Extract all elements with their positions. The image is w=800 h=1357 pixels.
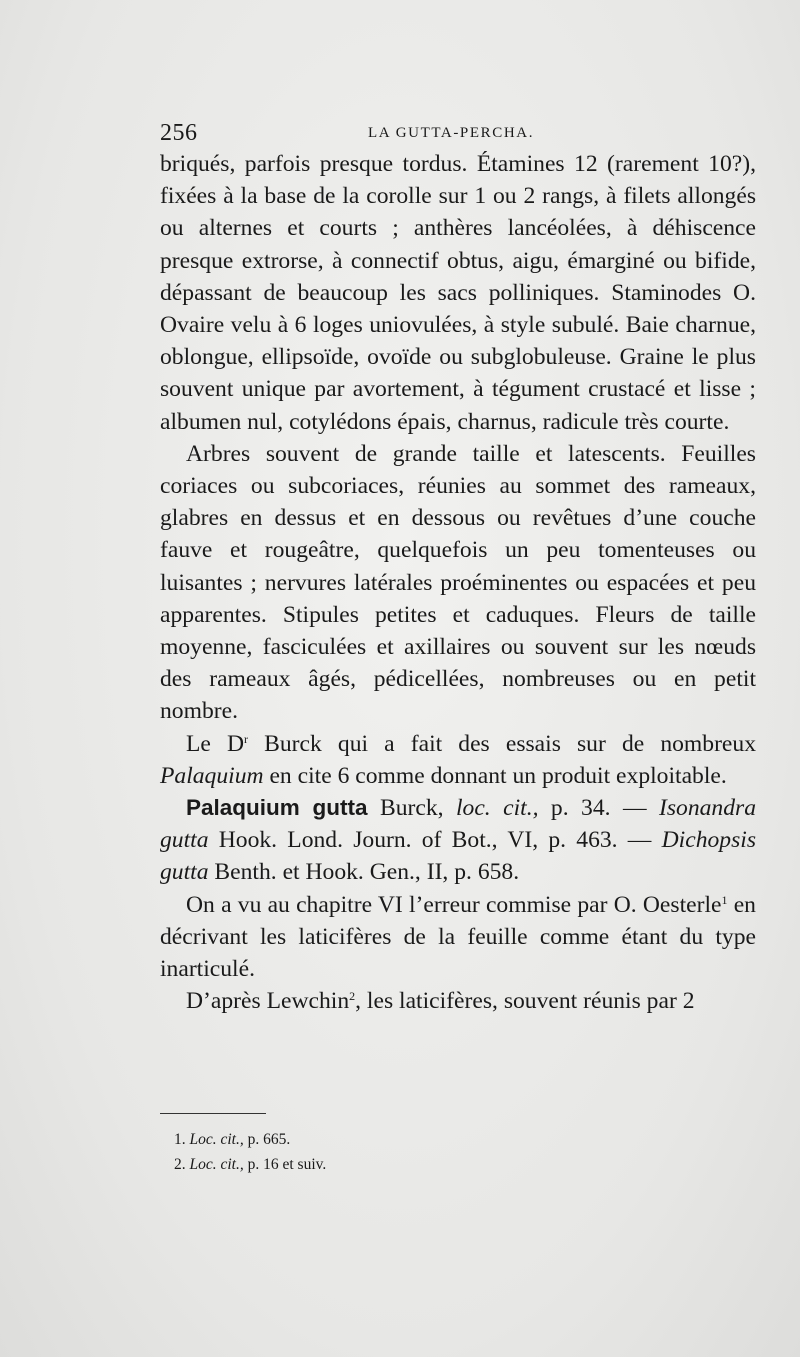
footnote-rule	[160, 1113, 266, 1114]
footnote-italic: Loc. cit.,	[189, 1156, 244, 1173]
text-segment: Burck qui a fait des essais sur de nombreux	[248, 730, 756, 757]
text-segment: Le D	[186, 730, 245, 757]
text-segment: p. 34. —	[538, 795, 659, 822]
paragraph-trees: Arbres souvent de grande taille et latescents. Feuilles coriaces ou subcoriaces, réunies au sommet des rameaux, glabres en dessus et en dessous ou revêtues d’une couche fauve et rougeâtre, quelquefois un peu tomenteuses ou luisantes ; nervures latérales proéminentes ou espacées et peu apparentes. Stipules petites et caduques. Fleurs de taille moyenne, fasciculées et axillaires ou souvent sur les nœuds des rameaux âgés, pédicellées, nombreuses ou en petit nombre.	[160, 440, 756, 725]
body-text	[160, 148, 756, 1017]
italic-synonym: Isonandra gutta	[160, 795, 757, 854]
footnote-text: p. 665.	[243, 1131, 291, 1148]
paragraph-burck	[160, 728, 756, 792]
italic-citation: loc. cit.,	[455, 795, 539, 822]
page-header	[160, 118, 756, 148]
footnote-italic: Loc. cit.,	[189, 1131, 244, 1148]
species-heading: Palaquium gutta	[186, 795, 368, 821]
paragraph-species-entry	[160, 792, 756, 889]
page-number: 256	[160, 120, 198, 146]
footnote-text: p. 16 et suiv.	[243, 1156, 327, 1173]
paragraph-oesterle	[160, 889, 756, 986]
paragraph-lewchin	[160, 985, 756, 1017]
text-segment: Benth. et Hook. Gen., II, p. 658.	[208, 859, 520, 886]
text-segment: , les laticifères, souvent réunis par 2	[355, 988, 695, 1015]
text-segment: D’après Lewchin	[186, 988, 350, 1015]
text-segment: Hook. Lond. Journ. of Bot., VI, p. 463. —	[208, 827, 662, 854]
italic-genus: Palaquium	[160, 762, 264, 789]
footnote-ref-2: 2	[349, 989, 356, 1004]
italic-synonym: Dichopsis gutta	[160, 827, 756, 886]
footnote-1	[160, 1127, 756, 1152]
footnote-number: 2.	[174, 1156, 186, 1173]
footnote-2	[160, 1152, 756, 1177]
text-segment: en cite 6 comme donnant un produit exploitable.	[263, 762, 727, 789]
running-title: LA GUTTA-PERCHA.	[368, 125, 535, 141]
footnote-number: 1.	[174, 1131, 186, 1148]
text-segment: Burck,	[367, 795, 456, 822]
paragraph-description-continued: briqués, parfois presque tordus. Étamines 12 (rarement 10?), fixées à la base de la corolle sur 1 ou 2 rangs, à filets allongés ou alternes et courts ; anthères lancéolées, à déhiscence presque extrorse, à connectif obtus, aigu, émarginé ou bifide, dépassant de beaucoup les sacs polliniques. Staminodes O. Ovaire velu à 6 loges uniovulées, à style subulé. Baie charnue, oblongue, ellipsoïde, ovoïde ou subglobuleuse. Graine le plus souvent unique par avortement, à tégument crustacé et lisse ; albumen nul, cotylédons épais, charnus, radicule très courte.	[160, 151, 756, 435]
footnote-ref-1: 1	[721, 892, 728, 907]
footnotes	[160, 1127, 756, 1177]
text-segment: en décrivant les laticifères de la feuille comme étant du type inarticulé.	[160, 891, 756, 983]
superscript: r	[244, 731, 249, 746]
text-segment: On a vu au chapitre VI l’erreur commise par O. Oesterle	[186, 891, 722, 918]
